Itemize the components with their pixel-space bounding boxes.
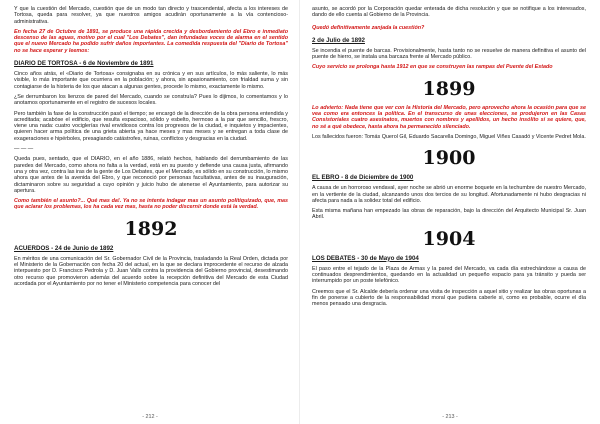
editorial-note: Cuyo servicio se prolonga hasta 1912 en que se construyen las rampas del Puente del Estado xyxy=(312,64,553,71)
body-paragraph: asunto, se acordó por la Corporación quedar enterada de dicha resolución y que se notifique a los interesados, dando de ello cuenta al Gobierno de la Provincia. xyxy=(312,6,586,19)
section-heading: ACUERDOS - 24 de Junio de 1892 xyxy=(14,244,114,252)
body-paragraph: Creemos que el Sr. Alcalde debería ordenar una visita de inspección a aquel sitio y realizar las obras oportunas a fin de ponerse a cubierto de la responsabilidad moral que pudiera caberle si, como es probable, ocurre el día menos pensado una desgracia. xyxy=(312,288,586,308)
year-heading: 1900 xyxy=(422,147,476,170)
year-heading: 1899 xyxy=(422,77,476,100)
section-heading: LOS DEBATES - 30 de Mayo de 1904 xyxy=(312,254,419,262)
right-page xyxy=(300,0,600,424)
body-paragraph: En méritos de una comunicación del Sr. Gobernador Civil de la Provincia, trasladando la Real Orden, dictada por el Ministerio de la Gobernación con fecha 20 del actual, en la que se declara improcedente el recurso de alzada interpuesto por D. Francisco Pedrola y D. Juan Valls contra la providencia del Gobierno provincial, desestimando otro recurso que promovieron además del acuerdo sobre la recepción definitiva del Mercado de esta Ciudad acordada por el Ayuntamiento por no tener el Ministerio competencia para conocer del xyxy=(14,255,288,287)
separator-dashes: — — — xyxy=(14,146,34,153)
body-paragraph: Queda pues, sentado, que el DIARIO, en el año 1886, relató hechos, hablando del derrumbamiento de las paredes del Mercado, como ahora no falta a la verdad, está en su puesto y defiende una causa justa, afirmando una y otra vez, contra las iras de la gente de Los Debates, que el Mercado, es sólido en su construcción, lo mismo ahora que antes de la avenida del Ebro, y que reconoció por personas facultativas, antes de su inauguración, dictaminaron sobre su seguridad a cuyo opinión y juicio hubo de atenerse el Ayuntamiento, para autorizar su apertura. xyxy=(14,156,288,194)
page-number: - 212 - xyxy=(142,414,158,420)
page-number: - 213 - xyxy=(442,414,458,420)
section-heading: 2 de Julio de 1892 xyxy=(312,36,365,44)
section-heading: EL EBRO - 8 de Diciembre de 1900 xyxy=(312,174,414,182)
editorial-note: En fecha 27 de Octubre de 1891, se produce una rápida crecida y desbordamiento del Ebro e inmediato descenso de las aguas, motivo por el cual "Los Debates", dan infundadas voces de alarma en el sentido que el nuevo Mercado ha podido sufrir daños importantes. La comedida respuesta del "Diario de Tortosa" no se hace esperar y leemos: xyxy=(14,28,288,54)
body-paragraph: Esta misma mañana han empezado las obras de reparación, bajo la dirección del Arquitecto Municipal Sr. Juan Abril. xyxy=(312,208,586,221)
body-paragraph: ¿Se derrumbaron los lienzos de pared del Mercado, cuando se construía? Pues lo dijimos, lo comentamos y lo anotamos oportunamente en el registro de sucesos locales. xyxy=(14,93,288,107)
body-paragraph: Pero también la fase de la construcción pasó el tiempo; se encargó de la dirección de la obra persona entendida y acreditada; acabóse el edificio, que resulta espacioso, sólido y esbelto, hermoso a la par que sencillo, frescro, viene una nada: cuatro vociglerías rival envidiosos contra los progresos de la ciudad, e inquietos y impacientes, quieren hacer arma política de una grieta abierta ya hace meses y mas meses y se entregan a toda clase de exageraciones e hipérboles, presagiando catástrofes, ruinas, conflictos y desgracias en la ciudad. xyxy=(14,110,288,142)
section-heading: DIARIO DE TORTOSA - 6 de Noviembre de 1891 xyxy=(14,60,154,68)
body-paragraph: El paso entre el tejado de la Plaza de Armas y la pared del Mercado, va cada día estrechándose a causa de continuados desprendimientos, quedando en la actualidad un pequeño espacio para ya tránsito y pueda ser interrumpido por un poste telefónico. xyxy=(312,265,586,285)
editorial-note: Lo advierto: Nada tiene que ver con la Historia del Mercado, pero aprovecho ahora la ocasión para que se vea como era entonces la política. En el transcurso de unas elecciones, se produjeron en las Casas Consistoriales cuatro asesinatos, muertos con nombres y apellidos, un hecho insólito si se quiere, que, no sé a qué obedece, hasta ahora ha permanecido silenciado. xyxy=(312,104,586,130)
editorial-note: Como también el asunto?... Qué mas da!. Ya no se intenta indagar mas un asunto politiquizado, que, mas que aclarar los problemas, los ha cada vez mas, hasta no poder discernir donde está la verdad. xyxy=(14,198,288,211)
editorial-question: Quedó definitivamente zanjada la cuestión? xyxy=(312,24,425,31)
body-paragraph: Los fallecidos fueron: Tomás Querol Gil, Eduardo Sacarella Domingo, Miguel Viñes Casadó y Vicente Pedret Mola. xyxy=(312,133,586,140)
body-paragraph: Cinco años atrás, el «Diario de Tortosa» consignaba en su crónica y en sus artículos, lo más saliente, lo más visible, lo más importante que ocurriera en la población; y ahora, sin apasionamiento, con frialdad suma y sin contagiarse de la histeria de los que atacan a algunas gentes, procede lo mismo, exactamente lo mismo. xyxy=(14,71,288,90)
body-paragraph: Se incendia el puente de barcas. Provisionalmente, hasta tanto no se resuelve de manera definitiva el asunto del puente de hierro, se instala una barcaza frente al Mercado público. xyxy=(312,47,586,61)
intro-paragraph: Y que la cuestión del Mercado, cuestión que de un modo tan directo y trascendental, afecta a los intereses de Tortosa, queda para resolver, ya que nuestros amigos acudirán oportunamente a la vía contencioso-administrativa. xyxy=(14,6,288,25)
body-paragraph: A causa de un horroroso vendaval, ayer noche se abrió un enorme boquete en la techumbre de nuestro Mercado, en la vertiente de la ciudad, alcanzando unos dos tercios de su longitud. Afortunadamente ni hubo desgracias ni afecta para nada a la solidez total del edificio. xyxy=(312,185,586,204)
year-heading: 1904 xyxy=(422,227,476,250)
year-heading: 1892 xyxy=(124,217,178,240)
